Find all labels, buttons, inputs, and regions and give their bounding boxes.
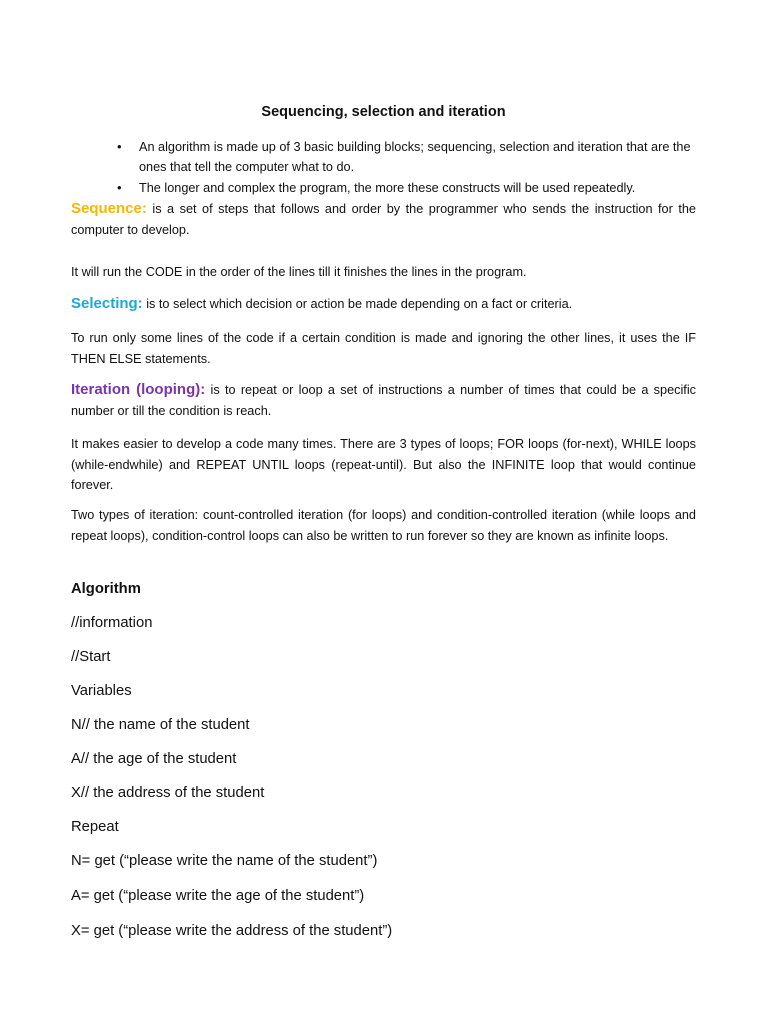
- sequence-term: Sequence:: [71, 200, 147, 217]
- algorithm-line: A= get (“please write the age of the student”): [71, 888, 365, 904]
- selecting-definition: is to select which decision or action be made depending on a fact or criteria.: [142, 297, 573, 311]
- algorithm-line: N// the name of the student: [71, 717, 250, 733]
- page-title: Sequencing, selection and iteration: [261, 104, 506, 120]
- iteration-detail-1: It makes easier to develop a code many times. There are 3 types of loops; FOR loops (for-next), WHILE loops (while-endwhile) and REPEAT UNTIL loops (repeat-until). But also the INFINITE loop that would continue forever.: [71, 437, 696, 492]
- algorithm-line: Variables: [71, 683, 132, 699]
- selecting-paragraph: [71, 294, 696, 315]
- sequence-detail: It will run the CODE in the order of the lines till it finishes the lines in the program.: [71, 265, 527, 279]
- iteration-term: Iteration (looping):: [71, 381, 206, 398]
- algorithm-line: N= get (“please write the name of the student”): [71, 853, 378, 869]
- iteration-paragraph: [71, 380, 696, 421]
- bullet-text: The longer and complex the program, the more these constructs will be used repeatedly.: [139, 181, 636, 195]
- bullet-list: [71, 137, 696, 199]
- sequence-definition: is a set of steps that follows and order by the programmer who sends the instruction for the computer to develop.: [71, 202, 696, 237]
- bullet-item: [71, 137, 696, 177]
- algorithm-line: //information: [71, 615, 153, 631]
- bullet-text: An algorithm is made up of 3 basic building blocks; sequencing, selection and iteration that are the ones that tell the computer what to do.: [139, 140, 691, 174]
- algorithm-line: X// the address of the student: [71, 785, 265, 801]
- algorithm-line: Repeat: [71, 819, 119, 835]
- selecting-detail: To run only some lines of the code if a certain condition is made and ignoring the other lines, it uses the IF THEN ELSE statements.: [71, 331, 696, 366]
- sequence-paragraph: [71, 199, 696, 240]
- algorithm-line: //Start: [71, 649, 111, 665]
- bullet-icon: •: [117, 180, 122, 195]
- iteration-detail-2: Two types of iteration: count-controlled iteration (for loops) and condition-controlled iteration (while loops and repeat loops), condition-control loops can also be written to run forever so they are known as infinite loops.: [71, 508, 696, 543]
- bullet-icon: •: [117, 139, 122, 154]
- selecting-term: Selecting:: [71, 295, 143, 312]
- algorithm-heading: Algorithm: [71, 581, 141, 597]
- algorithm-line: X= get (“please write the address of the student”): [71, 923, 393, 939]
- iteration-definition: is to repeat or loop a set of instructions a number of times that could be a specific number or till the condition is reach.: [71, 383, 696, 418]
- algorithm-line: A// the age of the student: [71, 751, 237, 767]
- bullet-item: [71, 178, 696, 198]
